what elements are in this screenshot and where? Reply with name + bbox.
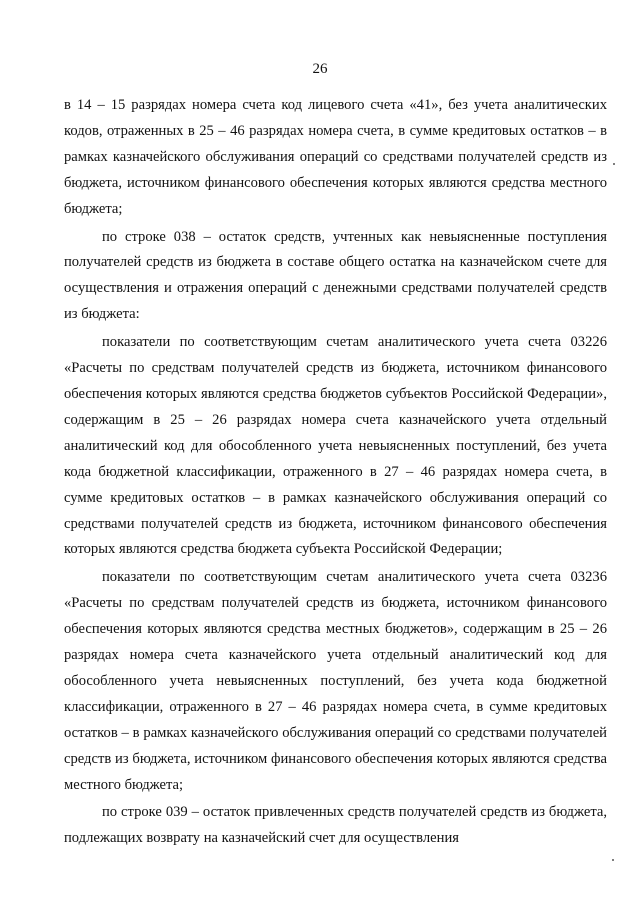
scan-speck <box>613 163 615 165</box>
paragraph-1: в 14 – 15 разрядах номера счета код лицевого счета «41», без учета аналитических кодов, отраженных в 25 – 46 разрядах номера счета, в сумме кредитовых остатков – в рамках казначейского обслуживания операций со средствами получателей средств из бюджета, источником финансового обеспечения которых являются средства местного бюджета; <box>64 97 607 217</box>
document-body <box>64 93 607 852</box>
paragraph-5: по строке 039 – остаток привлеченных средств получателей средств из бюджета, подлежащих возврату на казначейский счет для осуществления <box>64 804 607 847</box>
paragraph-3: показатели по соответствующим счетам аналитического учета счета 03226 «Расчеты по средствам получателей средств из бюджета, источником финансового обеспечения которых являются средства бюджетов субъектов Российской Федерации», содержащим в 25 – 26 разрядах номера счета казначейского учета отдельный аналитический код для обособленного учета невыясненных поступлений, без учета кода бюджетной классификации, отраженного в 27 – 46 разрядах номера счета, в сумме кредитовых остатков – в рамках казначейского обслуживания операций со средствами получателей средств из бюджета, источником финансового обеспечения которых являются средства бюджета субъекта Российской Федерации; <box>64 334 607 558</box>
scan-speck <box>612 859 614 861</box>
paragraph-2: по строке 038 – остаток средств, учтенных как невыясненные поступления получателей средств из бюджета в составе общего остатка на казначейском счете для осуществления и отражения операций с денежными средствами получателей средств из бюджета: <box>64 228 607 323</box>
page-number: 26 <box>312 61 328 77</box>
paragraph-4: показатели по соответствующим счетам аналитического учета счета 03236 «Расчеты по средствам получателей средств из бюджета, источником финансового обеспечения которых являются средства местных бюджетов», содержащим в 25 – 26 разрядах номера счета казначейского учета отдельный аналитический код для обособленного учета невыясненных поступлений, без учета кода бюджетной классификации, отраженного в 27 – 46 разрядах номера счета, в сумме кредитовых остатков – в рамках казначейского обслуживания операций со средствами получателей средств из бюджета, источником финансового обеспечения которых являются средства местного бюджета; <box>64 569 607 793</box>
